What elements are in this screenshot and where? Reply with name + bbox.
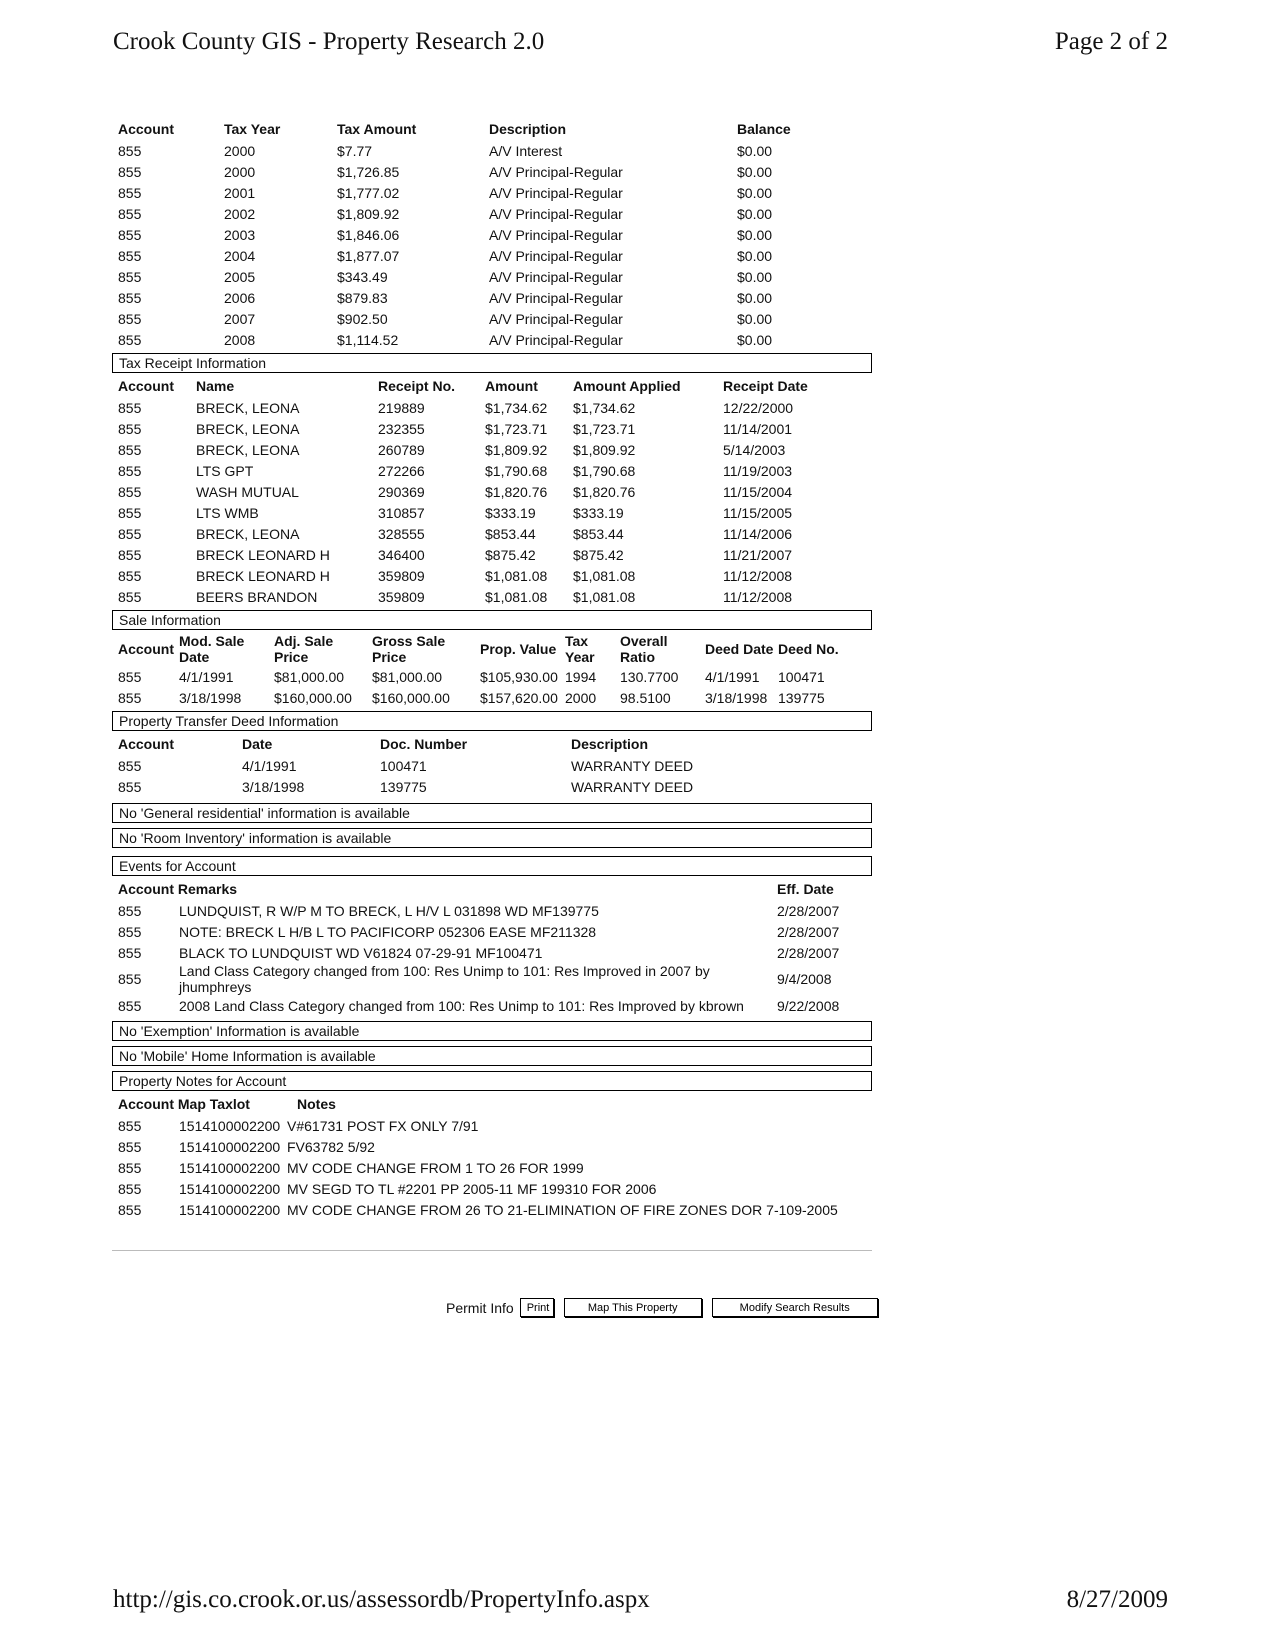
table-cell: 855 [118,462,142,479]
table-cell: 130.7700 [620,668,679,685]
events-table [116,878,872,1016]
tax_receipts-header-cell: Amount [485,378,538,394]
table-cell: 855 [118,997,142,1014]
table-cell: $1,877.07 [337,247,400,264]
table-cell: A/V Principal-Regular [489,289,623,306]
table-cell: 272266 [378,462,425,479]
table-row [116,963,872,995]
table-cell: A/V Principal-Regular [489,226,623,243]
tax_receipts-header-cell: Name [196,378,235,394]
table-cell: $1,726.85 [337,163,400,180]
property-notes-table [116,1093,872,1220]
divider [112,1250,872,1251]
tax_history-header-cell: Account [118,121,174,137]
table-cell: 139775 [380,778,427,795]
sales-header-cell: Account [118,641,174,657]
sales-header-cell: Mod. Sale Date [179,633,245,665]
table-row [116,418,872,439]
table-cell: 855 [118,504,142,521]
table-cell: 855 [118,588,142,605]
table-row [116,502,872,523]
table-cell: $0.00 [737,142,773,159]
table-cell: $875.42 [573,546,624,563]
table-cell: MV SEGD TO TL #2201 PP 2005-11 MF 199310 FOR 2006 [287,1180,657,1197]
table-cell: BRECK LEONARD H [196,546,330,563]
table-cell: $1,081.08 [573,567,636,584]
table-cell: 855 [118,331,142,348]
tax_receipts-header-cell: Receipt No. [378,378,456,394]
table-cell: 855 [118,163,142,180]
table-row [116,942,872,963]
table-cell: 855 [118,902,142,919]
tax_receipts-header-cell: Amount Applied [573,378,681,394]
exemption-notice: No 'Exemption' Information is available [112,1021,872,1041]
sale-table [116,632,872,708]
table-cell: 855 [118,1180,142,1197]
table-cell: 3/18/1998 [179,689,242,706]
table-cell: A/V Principal-Regular [489,163,623,180]
table-row [116,776,872,797]
sales-header-cell: Tax Year [565,633,595,665]
sales-header-cell: Adj. Sale Price [274,633,334,665]
table-cell: 2/28/2007 [777,944,840,961]
deed-section-title: Property Transfer Deed Information [112,711,872,731]
table-cell: BEERS BRANDON [196,588,318,605]
table-row [116,460,872,481]
tax_receipts-header-cell: Account [118,378,174,394]
table-cell: 1514100002200 [179,1201,281,1218]
table-cell: LTS GPT [196,462,254,479]
table-cell: 100471 [380,757,427,774]
table-cell: 855 [118,778,142,795]
table-row [116,1178,872,1199]
table-cell: 855 [118,971,142,987]
table-row [116,287,872,308]
tax-history-table [116,118,872,350]
table-cell: 3/18/1998 [242,778,305,795]
table-row [116,687,872,708]
table-cell: 855 [118,1159,142,1176]
table-cell: $1,846.06 [337,226,400,243]
print-date: 8/27/2009 [1066,1586,1168,1613]
table-row [116,666,872,687]
table-cell: 2007 [224,310,256,327]
table-cell: $1,114.52 [337,331,399,348]
table-cell: MV CODE CHANGE FROM 26 TO 21-ELIMINATION OF FIRE ZONES DOR 7-109-2005 [287,1201,838,1218]
table-cell: 11/12/2008 [723,567,793,584]
table-cell: $1,081.08 [485,567,548,584]
table-cell: 855 [118,1138,142,1155]
tax_history-header-cell: Balance [737,121,791,137]
deeds-header-cell: Account [118,736,174,752]
table-cell: 855 [118,567,142,584]
notes-header-notes: Notes [297,1096,336,1112]
table-cell: $902.50 [337,310,388,327]
table-cell: $0.00 [737,163,773,180]
table-cell: 260789 [378,441,425,458]
tax-receipt-table [116,375,872,607]
table-cell: 1514100002200 [179,1180,281,1197]
page-url: http://gis.co.crook.or.us/assessordb/PropertyInfo.aspx [113,1586,650,1613]
table-cell: $1,790.68 [485,462,548,479]
table-cell: $0.00 [737,247,773,264]
table-cell: 2/28/2007 [777,902,840,919]
deeds-header-cell: Date [242,736,273,752]
table-cell: $81,000.00 [274,668,345,685]
table-cell: WASH MUTUAL [196,483,299,500]
table-cell: 12/22/2000 [723,399,794,416]
table-cell: $1,820.76 [573,483,636,500]
page-number: Page 2 of 2 [1054,28,1168,55]
table-row [116,308,872,329]
table-cell: 2001 [224,184,256,201]
sale-section-title: Sale Information [112,610,872,630]
table-row [116,266,872,287]
table-cell: 1514100002200 [179,1138,281,1155]
table-cell: BLACK TO LUNDQUIST WD V61824 07-29-91 MF100471 [179,944,543,961]
table-cell: A/V Principal-Regular [489,268,623,285]
table-cell: 2006 [224,289,256,306]
table-cell: $879.83 [337,289,388,306]
table-cell: A/V Interest [489,142,563,159]
table-row [116,755,872,776]
table-cell: FV63782 5/92 [287,1138,375,1155]
property-info [116,118,872,1251]
table-cell: 4/1/1991 [705,668,760,685]
deed-table [116,733,872,797]
table-cell: $333.19 [485,504,536,521]
table-row [116,1136,872,1157]
table-row [116,182,872,203]
room-inventory-notice: No 'Room Inventory' information is available [112,828,872,848]
table-cell: A/V Principal-Regular [489,310,623,327]
table-cell: $1,809.92 [485,441,548,458]
table-cell: 855 [118,441,142,458]
table-cell: 2004 [224,247,256,264]
sales-header-cell: Prop. Value [480,641,557,657]
deeds-header-cell: Description [571,736,649,752]
table-cell: 2/28/2007 [777,923,840,940]
sales-header-cell: Deed Date [705,641,774,657]
property-notes-section-title: Property Notes for Account [112,1071,872,1091]
table-cell: 855 [118,483,142,500]
table-cell: 855 [118,546,142,563]
tax-receipt-section-title: Tax Receipt Information [112,353,872,373]
table-cell: 855 [118,289,142,306]
table-cell: 855 [118,205,142,222]
table-row [116,140,872,161]
table-cell: BRECK, LEONA [196,525,300,542]
table-cell: 5/14/2003 [723,441,786,458]
general-residential-notice: No 'General residential' information is available [112,803,872,823]
table-row [116,439,872,460]
table-cell: 2008 Land Class Category changed from 100: Res Unimp to 101: Res Improved by kbrown [179,997,744,1014]
table-cell: 855 [118,757,142,774]
table-cell: 2008 [224,331,256,348]
table-row [116,995,872,1016]
table-cell: 139775 [778,689,825,706]
table-cell: V#61731 POST FX ONLY 7/91 [287,1117,479,1134]
table-cell: 11/14/2001 [723,420,793,437]
table-cell: 2005 [224,268,256,285]
table-cell: 855 [118,184,142,201]
table-cell: 855 [118,923,142,940]
table-cell: Land Class Category changed from 100: Res Unimp to 101: Res Improved in 2007 by jhumphreys [179,963,710,995]
table-cell: $343.49 [337,268,388,285]
table-row [116,397,872,418]
table-cell: 855 [118,420,142,437]
table-cell: 310857 [378,504,425,521]
table-cell: 359809 [378,588,425,605]
table-cell: WARRANTY DEED [571,778,694,795]
table-cell: 855 [118,1201,142,1218]
table-cell: $0.00 [737,310,773,327]
table-row [116,161,872,182]
table-cell: 855 [118,525,142,542]
table-cell: $333.19 [573,504,624,521]
table-row [116,1115,872,1136]
table-row [116,481,872,502]
sales-header-cell: Overall Ratio [620,633,668,665]
table-cell: 855 [118,1117,142,1134]
table-cell: 1514100002200 [179,1117,281,1134]
table-cell: 11/21/2007 [723,546,793,563]
table-cell: 855 [118,310,142,327]
mobile-home-notice: No 'Mobile' Home Information is available [112,1046,872,1066]
table-cell: 4/1/1991 [179,668,234,685]
table-cell: 328555 [378,525,425,542]
page-header-title: Crook County GIS - Property Research 2.0 [113,28,545,55]
table-cell: $105,930.00 [480,668,558,685]
table-cell: 2000 [565,689,597,706]
table-cell: $875.42 [485,546,536,563]
table-cell: LTS WMB [196,504,259,521]
table-row [116,921,872,942]
table-cell: $1,081.08 [573,588,636,605]
table-cell: 11/19/2003 [723,462,793,479]
table-cell: BRECK, LEONA [196,420,300,437]
table-cell: 359809 [378,567,425,584]
table-cell: 855 [118,944,142,961]
table-cell: 2000 [224,163,256,180]
table-row [116,586,872,607]
table-cell: $1,734.62 [573,399,636,416]
table-row [116,203,872,224]
table-cell: $7.77 [337,142,373,159]
deeds-header-cell: Doc. Number [380,736,468,752]
table-cell: 1514100002200 [179,1159,281,1176]
tax_history-header-cell: Tax Amount [337,121,417,137]
table-cell: 9/4/2008 [777,971,832,987]
table-cell: $1,723.71 [573,420,636,437]
table-cell: 855 [118,226,142,243]
table-cell: 855 [118,268,142,285]
table-cell: 232355 [378,420,425,437]
table-cell: A/V Principal-Regular [489,247,623,264]
table-row [116,544,872,565]
table-cell: A/V Principal-Regular [489,205,623,222]
table-cell: $0.00 [737,205,773,222]
table-cell: 11/12/2008 [723,588,793,605]
table-cell: 98.5100 [620,689,671,706]
table-cell: 2003 [224,226,256,243]
events-header-account-remarks: Account Remarks [118,881,238,897]
table-cell: 3/18/1998 [705,689,768,706]
table-cell: BRECK, LEONA [196,399,300,416]
map-property-button[interactable]: Map This Property [564,1298,702,1317]
table-cell: $1,820.76 [485,483,548,500]
table-cell: $0.00 [737,268,773,285]
table-cell: BRECK, LEONA [196,441,300,458]
notes-header-account-taxlot: Account Map Taxlot [118,1096,250,1112]
table-cell: $1,723.71 [485,420,548,437]
table-cell: 2000 [224,142,256,159]
table-cell: 346400 [378,546,425,563]
table-cell: 855 [118,247,142,264]
print-button[interactable]: Print [520,1298,554,1317]
table-cell: A/V Principal-Regular [489,184,623,201]
table-cell: A/V Principal-Regular [489,331,623,348]
table-cell: $160,000.00 [274,689,352,706]
table-row [116,1157,872,1178]
table-cell: 9/22/2008 [777,997,840,1014]
table-cell: 100471 [778,668,825,685]
table-cell: 855 [118,668,142,685]
table-cell: 11/15/2005 [723,504,793,521]
table-cell: $1,809.92 [573,441,636,458]
table-cell: 4/1/1991 [242,757,297,774]
table-row [116,565,872,586]
table-row [116,224,872,245]
table-cell: 855 [118,142,142,159]
table-cell: $1,081.08 [485,588,548,605]
table-cell: $0.00 [737,331,773,348]
table-cell: BRECK LEONARD H [196,567,330,584]
table-cell: $0.00 [737,184,773,201]
tax_receipts-header-cell: Receipt Date [723,378,808,394]
table-cell: $81,000.00 [372,668,443,685]
table-cell: $853.44 [485,525,536,542]
table-cell: LUNDQUIST, R W/P M TO BRECK, L H/V L 031898 WD MF139775 [179,902,599,919]
table-cell: $853.44 [573,525,624,542]
table-cell: $160,000.00 [372,689,450,706]
table-cell: $1,777.02 [337,184,400,201]
table-cell: MV CODE CHANGE FROM 1 TO 26 FOR 1999 [287,1159,584,1176]
modify-search-button[interactable]: Modify Search Results [712,1298,878,1317]
table-cell: WARRANTY DEED [571,757,694,774]
table-cell: 1994 [565,668,597,685]
table-row [116,900,872,921]
events-header-eff-date: Eff. Date [777,881,834,897]
table-cell: $0.00 [737,289,773,306]
sales-header-cell: Gross Sale Price [372,633,446,665]
table-cell: 219889 [378,399,425,416]
table-cell: NOTE: BRECK L H/B L TO PACIFICORP 052306 EASE MF211328 [179,923,597,940]
table-cell: 11/15/2004 [723,483,793,500]
sales-header-cell: Deed No. [778,641,839,657]
tax_history-header-cell: Description [489,121,567,137]
permit-info-link[interactable]: Permit Info [446,1299,514,1316]
table-cell: $1,790.68 [573,462,636,479]
table-row [116,245,872,266]
table-row [116,523,872,544]
table-row [116,329,872,350]
table-cell: 855 [118,399,142,416]
action-bar [446,1298,878,1317]
table-cell: 855 [118,689,142,706]
table-cell: $1,734.62 [485,399,548,416]
table-cell: $0.00 [737,226,773,243]
table-cell: 11/14/2006 [723,525,793,542]
table-cell: 2002 [224,205,256,222]
table-cell: $157,620.00 [480,689,558,706]
table-row [116,1199,872,1220]
tax_history-header-cell: Tax Year [224,121,281,137]
table-cell: 290369 [378,483,425,500]
events-section-title: Events for Account [112,856,872,876]
table-cell: $1,809.92 [337,205,400,222]
